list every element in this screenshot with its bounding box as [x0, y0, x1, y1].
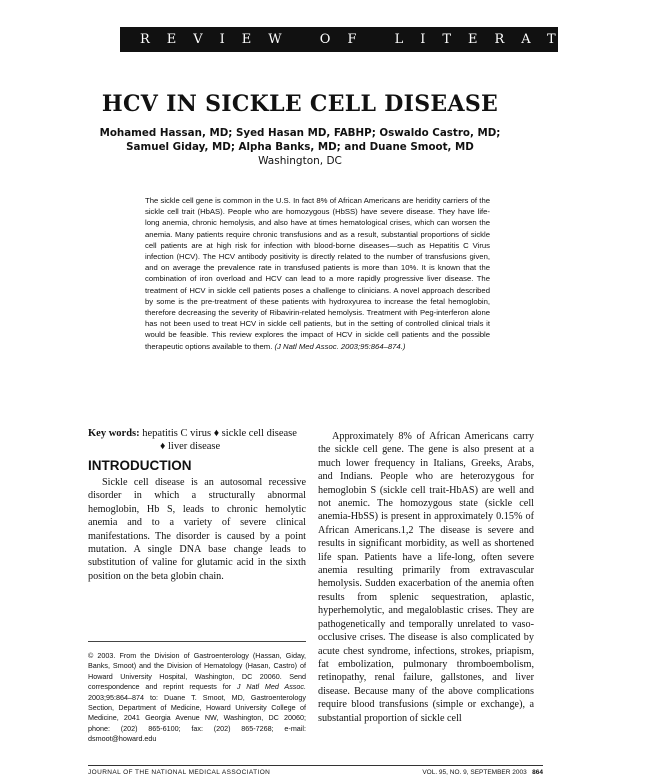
keywords-label: Key words: — [88, 428, 140, 439]
abstract-text: The sickle cell gene is common in the U.S. In fact 8% of African Americans are heridity carriers of the sickle cell trait (HbAS). People who are homozygous (HbSS) have severe disease. They have life-long anemia, chronic hemolysis, and also have at times hematological crises, which can worsen the anemia. Many patients require chronic transfusions and as a result, substantial proportions of sickle cell patients are at high risk for infection with blood-borne diseases—such as Hepatitis C Virus infection (HCV). The HCV antibody positivity is directly related to the number of transfusions given, and on average the prevalence rate in transfused patients is more than 10%. It is known that the combination of iron overload and HCV can lead to a more rapidly progressive liver disease. The treatment of HCV in sickle cell patients poses a challenge to clinicians. A novel approach described by some is the pre-treatment of these patients with hydroxyurea to increase the fetal hemoglobin, therefore decreasing the severity of Ribavirin-related hemolysis. Treatment with Peg-interferon alone has not been used to treat HCV in sickle cell patients, but in the setting of controlled clinical trials it would be feasible. This review explores the impact of HCV in sickle cell patients and the possible therapeutic options available to them. — [145, 196, 490, 351]
introduction-heading: INTRODUCTION — [88, 458, 192, 473]
introduction-body — [88, 476, 306, 583]
footer-issue — [390, 769, 543, 776]
right-column-body — [318, 430, 534, 725]
keywords-line-1: hepatitis C virus ♦ sickle cell disease — [142, 428, 297, 439]
footnote — [88, 651, 306, 745]
footer-issue-text: VOL. 95, NO. 9, SEPTEMBER 2003 — [422, 769, 527, 776]
footnote-text-before: © 2003. From the Division of Gastroenterology (Hassan, Giday, Banks, Smoot) and the Division of Hematology (Hasan, Castro) of Howard University Hospital, Washington, DC 20060. Send correspondence and reprint requests for — [88, 651, 306, 692]
authors-line-1: Mohamed Hassan, MD; Syed Hasan MD, FABHP; Oswaldo Castro, MD; — [99, 127, 501, 139]
right-column-paragraph: Approximately 8% of African Americans carry the sickle cell gene. The gene is also present at a much lower frequency in Italians, Greeks, Arabs, and Indians. People who are heterozygous for hemoglobin S (sickle cell trait-HbAS) are well and not anemic. The homozygous state (sickle cell anemia-HbSS) is present in approximately 0.15% of African Americans.1,2 The disease is severe and results in significant morbidity, as well as shortened life span. Patients have a life-long, often severe anemia resulting primarily from extravascular hemolysis. Sudden exacerbation of the anemia often results from splenic sequestration, aplastic, hyperhemolytic, and megaloblastic crises. They are pathogenetically and temporally unrelated to vaso-occlusive crises. The disease is also complicated by acute chest syndrome, infections, strokes, priapism, fat embolization, pulmonary thromboembolism, retinopathy, renal failure, gallstones, and liver disease. Because many of the above complications require blood transfusions (simple or exchange), a substantial proportion of sickle cell — [318, 431, 534, 724]
abstract-citation: (J Natl Med Assoc. 2003;95:864–874.) — [274, 341, 406, 351]
abstract — [145, 195, 490, 352]
footnote-journal: J Natl Med Assoc. — [236, 682, 306, 692]
footer-page-number: 864 — [532, 769, 543, 776]
keywords — [88, 427, 308, 453]
keywords-line-2: ♦ liver disease — [160, 441, 221, 452]
affiliation: Washington, DC — [258, 155, 342, 167]
footer-divider — [88, 765, 543, 766]
section-header-label: REVIEW OF LITERATURE — [140, 32, 654, 47]
footer-journal-name: JOURNAL OF THE NATIONAL MEDICAL ASSOCIATION — [88, 769, 271, 776]
footnote-text-after: 2003;95:864–874 to: Duane T. Smoot, MD, Gastroenterology Section, Department of Medicine, Howard University College of Medicine, 2041 Georgia Avenue NW, Washington, DC 20060; phone: (202) 865-6100; fax: (202) 865-7268; e-mail: dsmoot@howard.edu — [88, 692, 306, 744]
introduction-paragraph: Sickle cell disease is an autosomal recessive disorder in which a structurally abnormal hemoglobin, Hb S, leads to chronic hemolytic anemia and to a variety of severe clinical manifestations. The disorder is caused by a point mutation. A single DNA base change leads to substitution of valine for glutamic acid in the sixth position on the beta globin chain. — [88, 477, 306, 582]
authors-line-2: Samuel Giday, MD; Alpha Banks, MD; and Duane Smoot, MD — [126, 141, 474, 153]
footnote-divider — [88, 641, 306, 642]
article-title: HCV IN SICKLE CELL DISEASE — [101, 91, 499, 117]
